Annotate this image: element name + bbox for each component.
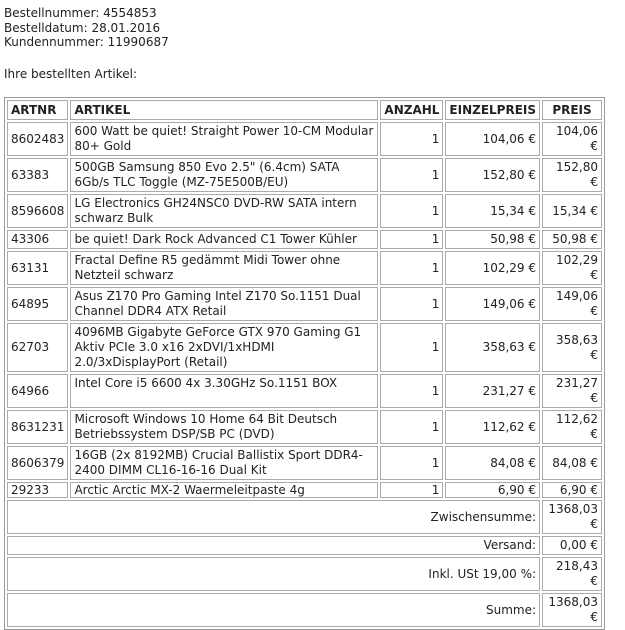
anzahl-cell: 1 (380, 230, 443, 249)
header-artnr: ARTNR (7, 100, 68, 120)
artikel-cell: Arctic Arctic MX-2 Waermeleitpaste 4g (70, 482, 378, 498)
artikel-cell: Intel Core i5 6600 4x 3.30GHz So.1151 BOX (70, 374, 378, 408)
artnr-cell: 43306 (7, 230, 68, 249)
einzelpreis-cell: 104,06 € (445, 122, 540, 156)
preis-cell: 102,29 € (542, 251, 602, 285)
artikel-cell: be quiet! Dark Rock Advanced C1 Tower Kühler (70, 230, 378, 249)
totals-value: 0,00 € (542, 536, 602, 555)
header-einzelpreis: EINZELPREIS (445, 100, 540, 120)
preis-cell: 15,34 € (542, 194, 602, 228)
anzahl-cell: 1 (380, 374, 443, 408)
artnr-cell: 62703 (7, 323, 68, 372)
totals-label: Inkl. USt 19,00 %: (7, 557, 540, 591)
anzahl-cell: 1 (380, 410, 443, 444)
preis-cell: 358,63 € (542, 323, 602, 372)
customer-number: Kundennummer: 11990687 (4, 35, 169, 49)
anzahl-cell: 1 (380, 122, 443, 156)
artikel-cell: Asus Z170 Pro Gaming Intel Z170 So.1151 Dual Channel DDR4 ATX Retail (70, 287, 378, 321)
table-row (7, 374, 602, 408)
anzahl-cell: 1 (380, 446, 443, 480)
einzelpreis-cell: 6,90 € (445, 482, 540, 498)
einzelpreis-cell: 149,06 € (445, 287, 540, 321)
preis-cell: 112,62 € (542, 410, 602, 444)
artnr-cell: 8596608 (7, 194, 68, 228)
anzahl-cell: 1 (380, 482, 443, 498)
totals-value: 218,43 € (542, 557, 602, 591)
table-row (7, 194, 602, 228)
einzelpreis-cell: 102,29 € (445, 251, 540, 285)
header-preis: PREIS (542, 100, 602, 120)
totals-row (7, 557, 602, 591)
order-number: Bestellnummer: 4554853 (4, 6, 157, 20)
preis-cell: 84,08 € (542, 446, 602, 480)
preis-cell: 104,06 € (542, 122, 602, 156)
anzahl-cell: 1 (380, 158, 443, 192)
totals-label: Zwischensumme: (7, 500, 540, 534)
order-date: Bestelldatum: 28.01.2016 (4, 20, 161, 35)
order-table (4, 97, 605, 630)
artikel-cell: LG Electronics GH24NSC0 DVD-RW SATA intern schwarz Bulk (70, 194, 378, 228)
table-row (7, 287, 602, 321)
preis-cell: 6,90 € (542, 482, 602, 498)
totals-value: 1368,03 € (542, 500, 602, 534)
artnr-cell: 8631231 (7, 410, 68, 444)
table-row (7, 410, 602, 444)
artikel-cell: 600 Watt be quiet! Straight Power 10-CM Modular 80+ Gold (70, 122, 378, 156)
artikel-cell: 4096MB Gigabyte GeForce GTX 970 Gaming G1 Aktiv PCIe 3.0 x16 2xDVI/1xHDMI 2.0/3xDisplayPort (Retail) (70, 323, 378, 372)
artnr-cell: 64966 (7, 374, 68, 408)
artikel-cell: Fractal Define R5 gedämmt Midi Tower ohne Netzteil schwarz (70, 251, 378, 285)
anzahl-cell: 1 (380, 323, 443, 372)
preis-cell: 50,98 € (542, 230, 602, 249)
artnr-cell: 63131 (7, 251, 68, 285)
artnr-cell: 8602483 (7, 122, 68, 156)
order-info (4, 6, 169, 50)
artikel-cell: 16GB (2x 8192MB) Crucial Ballistix Sport DDR4-2400 DIMM CL16-16-16 Dual Kit (70, 446, 378, 480)
einzelpreis-cell: 84,08 € (445, 446, 540, 480)
preis-cell: 149,06 € (542, 287, 602, 321)
table-row (7, 158, 602, 192)
einzelpreis-cell: 15,34 € (445, 194, 540, 228)
totals-label: Summe: (7, 593, 540, 627)
totals-row (7, 593, 602, 627)
einzelpreis-cell: 231,27 € (445, 374, 540, 408)
anzahl-cell: 1 (380, 287, 443, 321)
table-row (7, 482, 602, 498)
artnr-cell: 29233 (7, 482, 68, 498)
artnr-cell: 8606379 (7, 446, 68, 480)
einzelpreis-cell: 112,62 € (445, 410, 540, 444)
totals-value: 1368,03 € (542, 593, 602, 627)
einzelpreis-cell: 50,98 € (445, 230, 540, 249)
preis-cell: 231,27 € (542, 374, 602, 408)
totals-label: Versand: (7, 536, 540, 555)
totals-row (7, 500, 602, 534)
intro-text: Ihre bestellten Artikel: (4, 67, 137, 81)
artikel-cell: Microsoft Windows 10 Home 64 Bit Deutsch Betriebssystem DSP/SB PC (DVD) (70, 410, 378, 444)
anzahl-cell: 1 (380, 251, 443, 285)
table-row (7, 122, 602, 156)
table-row (7, 323, 602, 372)
table-header (7, 100, 602, 120)
table-row (7, 251, 602, 285)
artnr-cell: 63383 (7, 158, 68, 192)
table-row (7, 230, 602, 249)
totals-row (7, 536, 602, 555)
preis-cell: 152,80 € (542, 158, 602, 192)
artnr-cell: 64895 (7, 287, 68, 321)
artikel-cell: 500GB Samsung 850 Evo 2.5" (6.4cm) SATA 6Gb/s TLC Toggle (MZ-75E500B/EU) (70, 158, 378, 192)
table-row (7, 446, 602, 480)
header-anzahl: ANZAHL (380, 100, 443, 120)
einzelpreis-cell: 152,80 € (445, 158, 540, 192)
anzahl-cell: 1 (380, 194, 443, 228)
einzelpreis-cell: 358,63 € (445, 323, 540, 372)
header-artikel: ARTIKEL (70, 100, 378, 120)
